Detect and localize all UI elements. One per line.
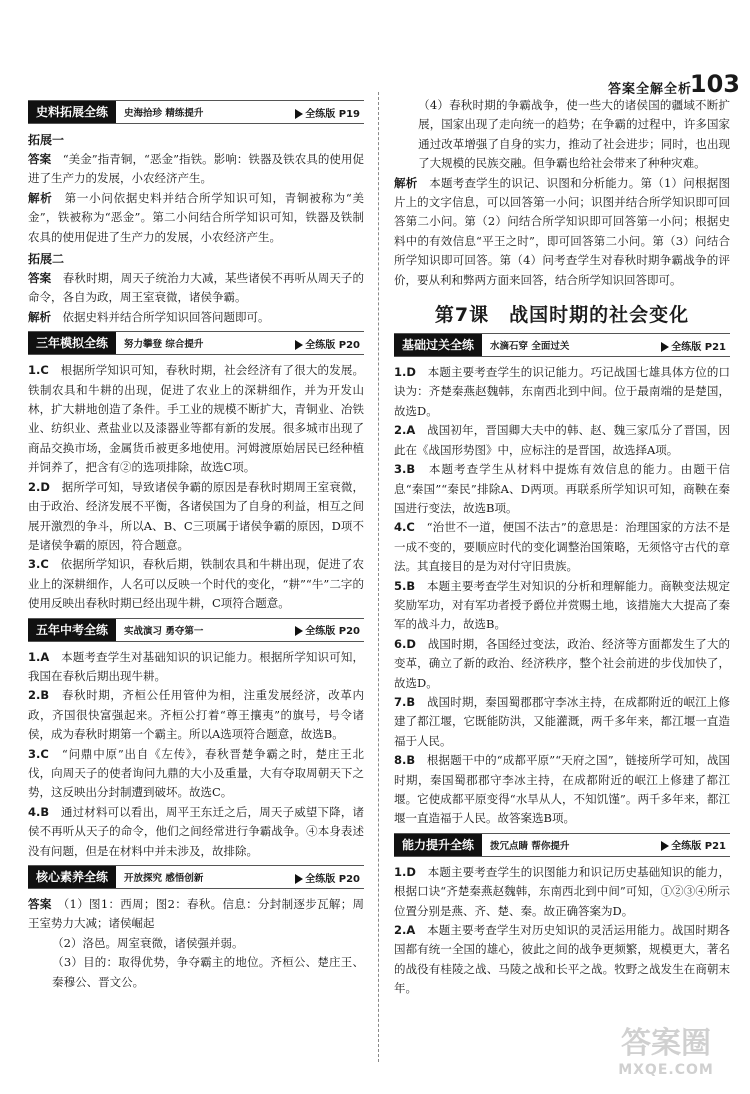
answer-item: 2.A 本题主要考查学生对历史知识的灵活运用能力。战国时期各国都有统一全国的雄心，彼此之间的战争更频繁，规模更大，著名的战役有桂陵之战、马陵之战和长平之战。牧野之战发生在商朝末年。: [394, 923, 730, 996]
header-title: 答案全解全析: [607, 82, 692, 97]
answer-item: 7.B 战国时期，秦国蜀郡郡守李冰主持，在成都附近的岷江上修建了都江堰，它既能防洪，又能灌溉，两千多年来，都江堰一直造福于人民。: [394, 694, 731, 748]
arrow-icon: [661, 841, 669, 851]
section-bar-title: 五年中考全练: [28, 619, 116, 641]
arrow-icon: [295, 626, 303, 636]
section-bar-subtitle: 努力攀登 综合提升: [124, 339, 204, 351]
section-bar-subtitle: 水滴石穿 全面过关: [490, 341, 570, 353]
left-column: [28, 96, 364, 992]
section-bar-basic-mastery: [394, 333, 730, 357]
extension-two-title: 拓展二: [28, 252, 65, 267]
lesson-title: 第7课 战国时期的社会变化: [434, 304, 690, 327]
answer-item: 3.C 依据所学知识，春秋后期，铁制农具和牛耕出现，促进了农业上的深耕细作，人名可以反映一个时代的变化，“耕”“牛”二字的使用反映出春秋时期已经出现牛耕，C项符合题意。: [28, 557, 365, 611]
answer-paragraph: 答案 （1）图1：西周；图2：春秋。信息：分封制逐步瓦解；周王室势力大减；诸侯崛起: [28, 897, 365, 931]
column-divider: [378, 92, 379, 1062]
section-bar-subtitle: 拨冗点睛 帮你提升: [490, 840, 570, 852]
answer-line: （2）洛邑。周室衰微，诸侯强并弱。: [52, 935, 244, 950]
answer-item: 4.B 通过材料可以看出，周平王东迁之后，周天子威望下降，诸侯不再听从天子的命令，他们之间经常进行争霸战争。④本身表述没有问题，但是在材料中并未涉及，故排除。: [28, 804, 365, 858]
answer-item: 3.C “问鼎中原”出自《左传》，春秋晋楚争霸之时，楚庄王北伐，向周天子的使者询问九鼎的大小及重量，大有夺取周朝天下之势，这反映出分封制遭到破坏。故选C。: [28, 746, 364, 800]
section-bar-title: 史料拓展全练: [28, 101, 116, 123]
answer-item: 1.A 本题考查学生对基础知识的识记能力。根据所学知识可知，我国在春秋后期出现牛耕。: [28, 649, 364, 683]
answer-item: 2.D 据所学可知，导致诸侯争霸的原因是春秋时期周王室衰微，由于政治、经济发展不平衡，各诸侯国为了自身的利益，相互之间展开激烈的争斗，所以A、B、C三项属于诸侯争霸的原因，D项不是诸侯争霸的原因，符合题意。: [28, 479, 364, 552]
section-bar-reference: 全练版 P20: [295, 622, 360, 637]
answer-paragraph: 答案 “美金”指青铜，“恶金”指铁。影响：铁器及铁农具的使用促进了生产力的发展，小农经济产生。: [28, 152, 365, 186]
analysis-paragraph: 解析 依据史料并结合所学知识回答问题即可。: [28, 309, 270, 324]
analysis-paragraph: 解析 本题考查学生的识记、识图和分析能力。第（1）问根据图片上的文字信息，可以回答第一小问；识图并结合所学知识即可回答第二小问。第（2）问结合所学知识即可回答第一小问；根据史料中的有效信息“平王之时”，即可回答第二小问。第（3）问结合所学知识即可回答。第（4）问考查学生对春秋时期争霸战争的评价，要从利和弊两方面来回答，结合所学知识回答即可。: [394, 175, 731, 287]
answer-item: 2.A 战国初年，晋国卿大夫中的韩、赵、魏三家瓜分了晋国，因此在《战国形势图》中，应标注的是晋国，故选择A项。: [394, 423, 730, 457]
analysis-paragraph: 解析 第一小问依据史料并结合所学知识可知，青铜被称为“美金”，铁被称为“恶金”。第二小问结合所学知识可知，铁器及铁制农具的使用促进了生产力的发展，小农经济产生。: [28, 190, 364, 244]
section-bar-subtitle: 实战演习 勇夺第一: [124, 625, 204, 637]
section-bar-title: 三年模拟全练: [28, 332, 116, 354]
section-bar-subtitle: 史海拾珍 精练提升: [124, 108, 204, 119]
section-bar-reference: 全练版 P20: [295, 336, 360, 351]
section-bar-reference: 全练版 P21: [661, 338, 726, 353]
section-bar-five-year-exam: [28, 618, 364, 642]
answer-item: 1.D 本题主要考查学生的识图能力和识记历史基础知识的能力，根据口诀“齐楚秦燕赵魏韩，东南西北到中间”可知，①②③④所示位置分别是燕、齐、楚、秦。故正确答案为D。: [394, 864, 730, 918]
section-bar-title: 能力提升全练: [394, 834, 482, 856]
section-bar-three-year-mock: [28, 331, 364, 355]
arrow-icon: [295, 340, 303, 350]
section-bar-historical-extension: [28, 100, 364, 124]
answer-paragraph: 答案 春秋时期，周天子统治力大减，某些诸侯不再听从周天子的命令，各自为政，周王室衰微，诸侯争霸。: [28, 271, 365, 305]
answer-line: （3）目的：取得优势，争夺霸主的地位。齐桓公、楚庄王、秦穆公、晋文公。: [52, 955, 364, 989]
section-bar-title: 基础过关全练: [394, 334, 482, 356]
answer-item: 8.B 根据题干中的“成都平原”“天府之国”，链接所学可知，战国时期，秦国蜀郡郡守李冰主持，在成都附近的岷江上修建了都江堰。它使成都平原变得“水旱从人，不知饥馑”。两千多年来，都江堰一直造福于人民。故答案选B项。: [394, 753, 731, 826]
answer-continuation: （4）春秋时期的争霸战争，使一些大的诸侯国的疆域不断扩展，国家出现了走向统一的趋势；在争霸的过程中，许多国家通过改革增强了自身的实力，推动了社会进步；同时，也出现了大规模的民族交融。但争霸也给社会带来了种种灾难。: [418, 98, 730, 171]
section-bar-reference: 全练版 P19: [295, 105, 360, 120]
arrow-icon: [661, 342, 669, 352]
extension-one-title: 拓展一: [28, 133, 65, 147]
section-bar-core-literacy: [28, 865, 364, 889]
arrow-icon: [295, 874, 303, 884]
answer-item: 1.D 本题主要考查学生的识记能力。巧记战国七雄具体方位的口诀为：齐楚秦燕赵魏韩，东南西北到中间。位于最南端的是楚国，故选D。: [394, 365, 730, 418]
arrow-icon: [295, 109, 303, 119]
page-number: 103: [689, 70, 740, 98]
section-bar-ability-improvement: [394, 833, 730, 857]
section-bar-subtitle: 开放探究 感悟创新: [124, 873, 204, 884]
answer-item: 2.B 春秋时期，齐桓公任用管仲为相，注重发展经济，改革内政，齐国很快富强起来。齐桓公打着“尊王攘夷”的旗号，号令诸侯，成为春秋时期第一个霸主。所以A选项符合题意，故选B。: [28, 688, 365, 742]
answer-item: 5.B 本题主要考查学生对知识的分析和理解能力。商鞅变法规定奖励军功，对有军功者授予爵位并赏赐土地，该措施大大提高了秦军的战斗力，故选B。: [394, 578, 731, 632]
answer-item: 4.C “治世不一道，便国不法古”的意思是：治理国家的方法不是一成不变的，要顺应时代的变化调整治国策略，无须恪守古代的章法。其直接目的是为对付守旧贵族。: [394, 520, 731, 574]
section-bar-reference: 全练版 P20: [295, 870, 360, 885]
answer-item: 3.B 本题考查学生从材料中提炼有效信息的能力。由题干信息“秦国”“秦民”排除A、D两项。再联系所学知识可知，商鞅在秦国进行变法，故选B项。: [394, 462, 731, 515]
answer-item: 1.C 根据所学知识可知，春秋时期，社会经济有了很大的发展。铁制农具和牛耕的出现，促进了农业上的深耕细作，并为开发山林，扩大耕地创造了条件。手工业的规模不断扩大，青铜业、冶铁业、纺织业、煮盐业以及漆器业等都有新的发展。很多城市出现了商品交换市场，金属货币被更多地使用。河姆渡原始居民已经种植并饲养了，把含有②的选项排除，故选C项。: [28, 363, 365, 475]
watermark-logo: 答案圈 MXQE.COM: [618, 1026, 714, 1078]
section-bar-title: 核心素养全练: [28, 866, 116, 888]
section-bar-reference: 全练版 P21: [661, 837, 726, 852]
answer-item: 6.D 战国时期，各国经过变法，政治、经济等方面都发生了大的变革，确立了新的政治、经济秩序，整个社会前进的步伐加快了，故选D。: [394, 636, 730, 690]
right-column: [394, 96, 730, 999]
